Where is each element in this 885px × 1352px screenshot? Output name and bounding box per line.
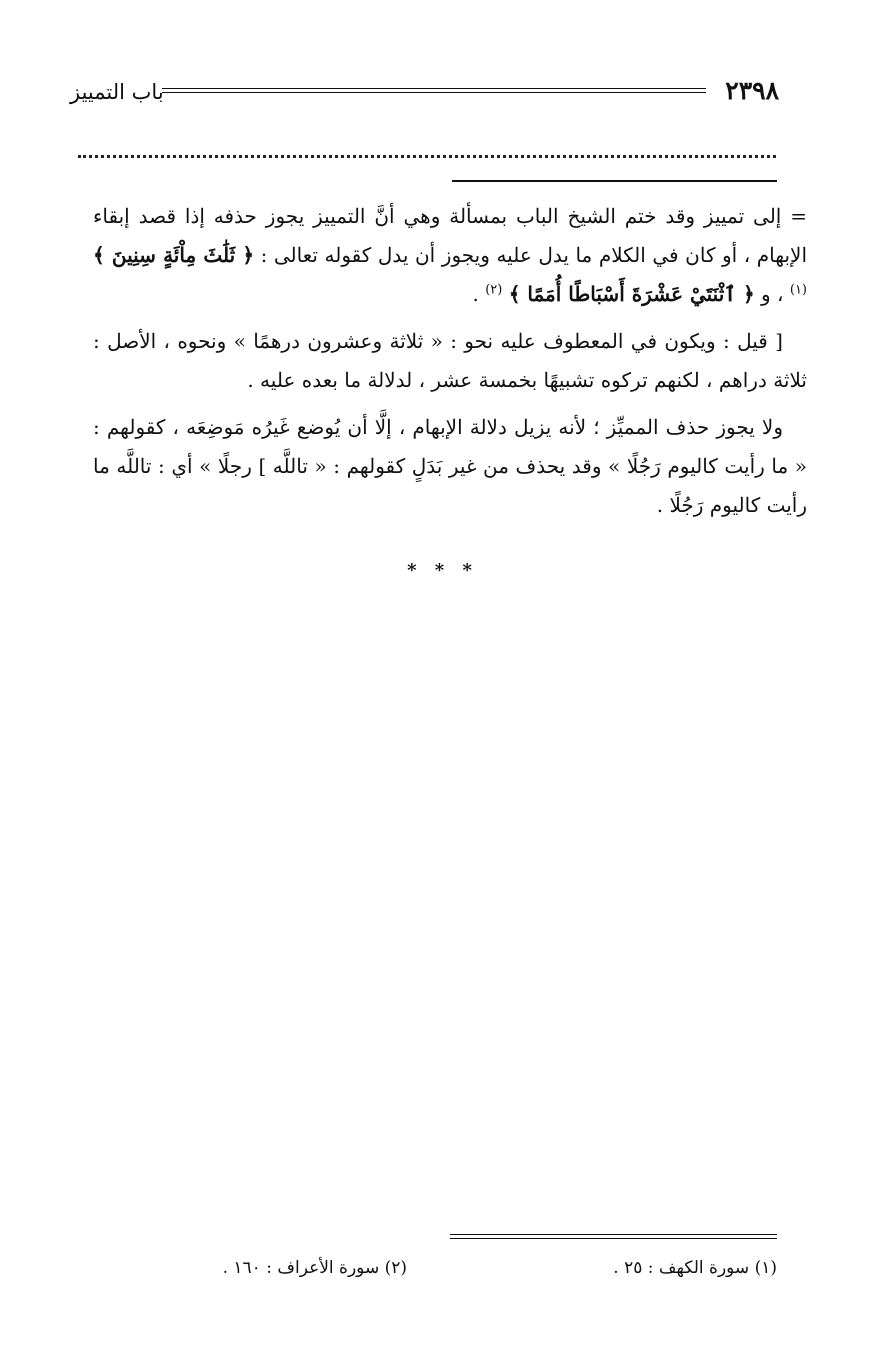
continuation-mark: = xyxy=(781,204,807,228)
conjunction: ، و xyxy=(754,282,790,306)
header-rule xyxy=(162,88,706,93)
page-number: ٢٣٩٨ xyxy=(725,76,779,105)
paragraph-continuation xyxy=(93,197,807,314)
paragraph-qila: [ قيل : ويكون في المعطوف عليه نحو : « ثلاثة وعشرون درهمًا » ونحوه ، الأصل : ثلاثة دراهم ، لكنهم تركوه تشبيهًا بخمسة عشر ، لدلالة ما بعده عليه . xyxy=(93,329,807,392)
section-separator: * * * xyxy=(407,560,478,581)
footnote-rule xyxy=(450,1234,777,1239)
footnote-ref: (٢) xyxy=(485,282,503,298)
paragraph-text: إلى تمييز وقد ختم الشيخ الباب بمسألة وهي أنَّ التمييز يجوز حذفه إذا قصد إبقاء الإبهام ، أو كان في الكلام ما يدل عليه ويجوز أن يدل كقوله تعالى : xyxy=(93,204,808,267)
footnote-1: (١) سورة الكهف : ٢٥ . xyxy=(613,1258,777,1278)
main-text xyxy=(93,197,807,525)
quran-verse: ﴿ ٱثْنَتَيْ عَشْرَةَ أَسْبَاطًا أُمَمًا ﴾ xyxy=(508,282,755,306)
footnote-2: (٢) سورة الأعراف : ١٦٠ . xyxy=(222,1258,407,1278)
paragraph-omission: ولا يجوز حذف المميِّز ؛ لأنه يزيل دلالة الإبهام ، إلَّا أن يُوضع غَيرُه مَوضِعَه ، كقولهم : « ما رأيت كاليوم رَجُلًا » وقد يحذف من غير بَدَلٍ كقولهم : « تاللَّه ] رجلًا » أي : تاللَّه ما رأيت كاليوم رَجُلًا . xyxy=(93,415,807,517)
paragraph-end: . xyxy=(472,282,486,306)
footnote-ref: (١) xyxy=(789,282,807,298)
dotted-separator xyxy=(78,155,776,158)
chapter-title: باب التمييز xyxy=(70,80,164,104)
quran-verse: ﴿ ثَلَٰثَ مِاْئَةٍ سِنِينَ ﴾ xyxy=(93,243,255,267)
section-rule xyxy=(452,180,777,182)
